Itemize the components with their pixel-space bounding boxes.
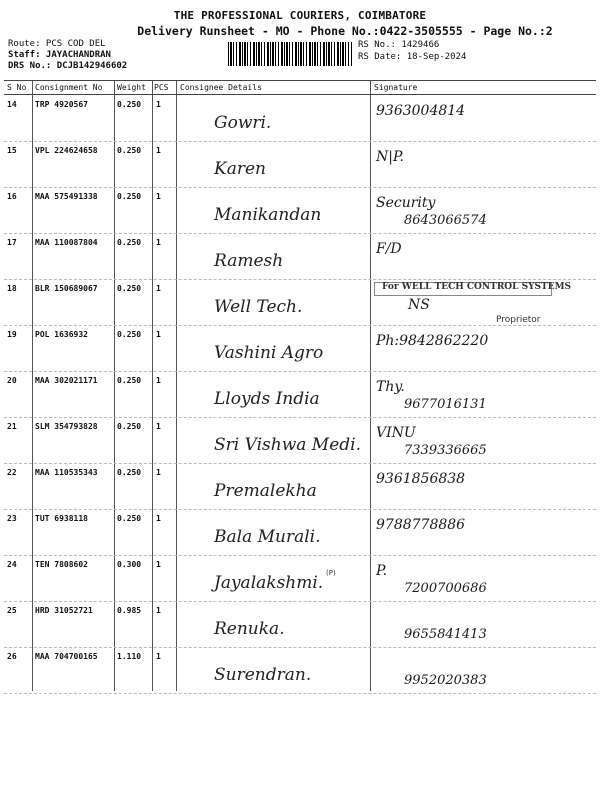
runsheet-subtitle: Delivery Runsheet - MO - Phone No.:0422-3505555 - Page No.:2: [137, 24, 553, 38]
handwritten-mark: (P): [326, 569, 336, 577]
barcode: [228, 42, 352, 66]
table-row: [4, 325, 596, 372]
weight-cell: 0.250: [117, 422, 142, 431]
consignee-name: Jayalakshmi.: [214, 573, 324, 593]
consignee-name: Well Tech.: [214, 297, 303, 317]
consignee-name: Renuka.: [214, 619, 285, 639]
table-row: [4, 187, 596, 234]
signature-phone: 9655841413: [404, 627, 487, 642]
weight-cell: 0.250: [117, 146, 142, 155]
route-label: Route: PCS COD DEL: [8, 39, 106, 49]
table-row: [4, 371, 596, 418]
signature: N|P.: [376, 149, 404, 165]
stamp-proprietor-text: Proprietor: [496, 315, 541, 325]
pcs-cell: 1: [156, 330, 161, 339]
sno-cell: 22: [7, 468, 17, 477]
drs-label: DRS No.: DCJB142946602: [8, 61, 128, 71]
consignment-cell: MAA 704700165: [35, 652, 98, 661]
header-sno: S No: [7, 83, 27, 92]
signature: P.: [376, 563, 388, 579]
header-signature: Signature: [374, 83, 418, 92]
rs-no-label: RS No.: 1429466: [358, 40, 440, 50]
sno-cell: 25: [7, 606, 17, 615]
sno-cell: 16: [7, 192, 17, 201]
signature-phone: 7200700686: [404, 581, 487, 596]
rs-date-label: RS Date: 18-Sep-2024: [358, 52, 467, 62]
table-row: [4, 95, 596, 142]
sno-cell: 14: [7, 100, 17, 109]
weight-cell: 0.250: [117, 376, 142, 385]
weight-cell: 0.250: [117, 100, 142, 109]
header-consignment: Consignment No: [35, 83, 103, 92]
pcs-cell: 1: [156, 652, 161, 661]
table-row: [4, 417, 596, 464]
signature: Thy.: [376, 379, 405, 395]
weight-cell: 0.300: [117, 560, 142, 569]
pcs-cell: 1: [156, 606, 161, 615]
pcs-cell: 1: [156, 100, 161, 109]
table-row: [4, 463, 596, 510]
weight-cell: 0.985: [117, 606, 142, 615]
table-row: [4, 555, 596, 602]
consignee-name: Lloyds India: [214, 389, 320, 409]
pcs-cell: 1: [156, 514, 161, 523]
weight-cell: 0.250: [117, 468, 142, 477]
consignee-name: Gowri.: [214, 113, 272, 133]
consignee-name: Manikandan: [214, 205, 322, 225]
table-row: [4, 233, 596, 280]
company-title: THE PROFESSIONAL COURIERS, COIMBATORE: [173, 9, 427, 22]
signature: Security: [376, 195, 436, 211]
pcs-cell: 1: [156, 146, 161, 155]
sno-cell: 15: [7, 146, 17, 155]
sno-cell: 19: [7, 330, 17, 339]
consignee-name: Premalekha: [214, 481, 317, 501]
signature-phone: 7339336665: [404, 443, 487, 458]
staff-label: Staff: JAYACHANDRAN: [8, 50, 111, 60]
header-consignee: Consignee Details: [180, 83, 262, 92]
pcs-cell: 1: [156, 560, 161, 569]
signature-phone: 9677016131: [404, 397, 487, 412]
consignment-cell: POL 1636932: [35, 330, 88, 339]
consignment-cell: TRP 4920567: [35, 100, 88, 109]
consignment-cell: TEN 7808602: [35, 560, 88, 569]
consignment-cell: SLM 354793828: [35, 422, 98, 431]
consignee-name: Sri Vishwa Medi.: [214, 435, 361, 455]
header-pcs: PCS: [154, 83, 169, 92]
consignment-cell: MAA 110535343: [35, 468, 98, 477]
consignee-name: Surendran.: [214, 665, 312, 685]
pcs-cell: 1: [156, 376, 161, 385]
consignment-cell: MAA 302021171: [35, 376, 98, 385]
sno-cell: 17: [7, 238, 17, 247]
pcs-cell: 1: [156, 238, 161, 247]
runsheet-table: [4, 80, 596, 691]
weight-cell: 0.250: [117, 238, 142, 247]
header-weight: Weight: [117, 83, 146, 92]
table-header: [4, 81, 596, 95]
signature-phone: 9952020383: [404, 673, 487, 688]
consignee-name: Ramesh: [214, 251, 284, 271]
signature: 9361856838: [376, 471, 466, 487]
consignee-name: Bala Murali.: [214, 527, 321, 547]
table-row: [4, 509, 596, 556]
table-row: [4, 141, 596, 188]
sno-cell: 21: [7, 422, 17, 431]
signature: NS: [408, 297, 430, 313]
weight-cell: 0.250: [117, 284, 142, 293]
consignment-cell: TUT 6938118: [35, 514, 88, 523]
pcs-cell: 1: [156, 422, 161, 431]
sno-cell: 24: [7, 560, 17, 569]
sno-cell: 23: [7, 514, 17, 523]
consignment-cell: VPL 224624658: [35, 146, 98, 155]
stamp-company-text: For WELL TECH CONTROL SYSTEMS: [382, 282, 572, 292]
weight-cell: 1.110: [117, 652, 142, 661]
signature: VINU: [376, 425, 416, 441]
pcs-cell: 1: [156, 192, 161, 201]
signature: Ph:9842862220: [376, 333, 489, 349]
consignment-cell: MAA 110087804: [35, 238, 98, 247]
consignment-cell: MAA 575491338: [35, 192, 98, 201]
sno-cell: 18: [7, 284, 17, 293]
table-row: [4, 279, 596, 326]
table-row: [4, 601, 596, 648]
signature: F/D: [376, 241, 402, 257]
sno-cell: 26: [7, 652, 17, 661]
signature-phone: 8643066574: [404, 213, 487, 228]
weight-cell: 0.250: [117, 514, 142, 523]
signature: 9363004814: [376, 103, 466, 119]
signature: 9788778886: [376, 517, 466, 533]
consignee-name: Karen: [214, 159, 266, 179]
sno-cell: 20: [7, 376, 17, 385]
weight-cell: 0.250: [117, 192, 142, 201]
pcs-cell: 1: [156, 468, 161, 477]
pcs-cell: 1: [156, 284, 161, 293]
consignee-name: Vashini Agro: [214, 343, 324, 363]
weight-cell: 0.250: [117, 330, 142, 339]
consignment-cell: HRD 31052721: [35, 606, 93, 615]
consignment-cell: BLR 150689067: [35, 284, 98, 293]
table-row: [4, 647, 596, 694]
